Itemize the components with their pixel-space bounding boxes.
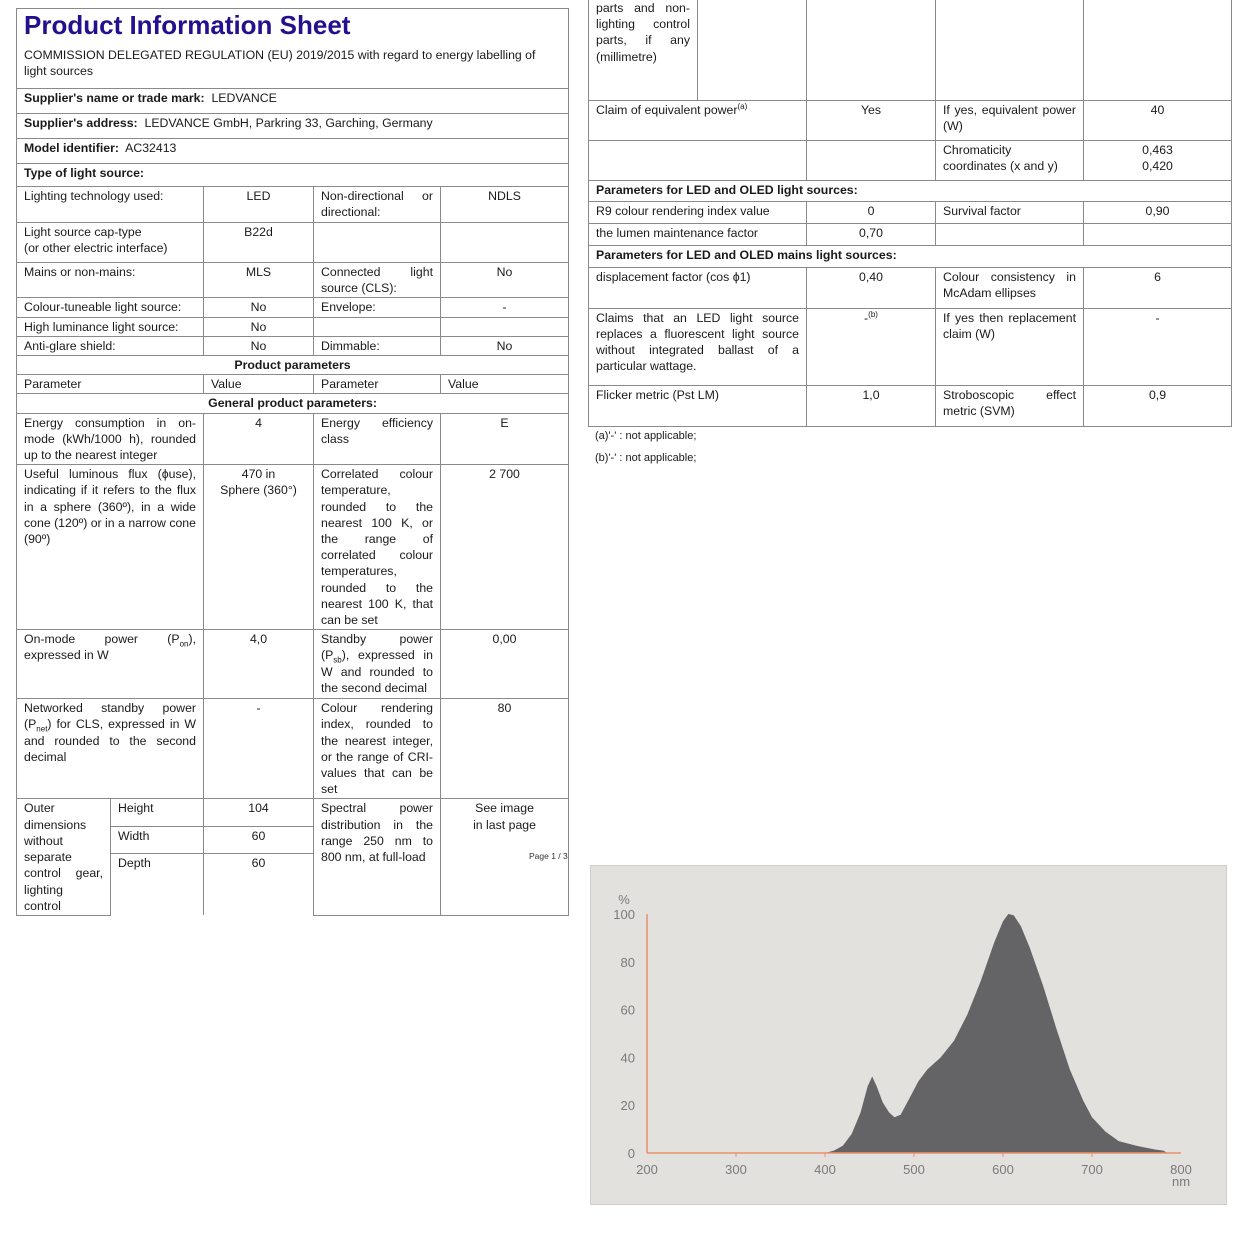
right-table-cell: parts and non-lighting control parts, if any (millimetre) — [589, 0, 698, 100]
left-table-row — [17, 465, 569, 630]
left-table-row — [17, 223, 569, 263]
right-table-row — [589, 385, 1232, 426]
chart-svg — [591, 866, 1226, 1204]
right-table-cell: 1,0 — [807, 385, 936, 426]
cell-text-segment: (a) — [737, 101, 748, 111]
left-table-cell: Value — [204, 375, 314, 394]
left-table-cell: Product parameters — [17, 356, 569, 375]
right-table-cell — [807, 308, 936, 385]
x-tick-label: 700 — [1081, 1162, 1103, 1177]
left-table-cell: Light source cap-type (or other electric interface) — [17, 223, 204, 263]
left-table-cell: - — [204, 699, 314, 799]
y-tick-label: 40 — [620, 1050, 635, 1066]
right-table-cell — [589, 100, 807, 140]
right-table-cell: Survival factor — [936, 201, 1084, 223]
left-table-cell: 60 — [204, 826, 314, 853]
right-table-cell: Flicker metric (Pst LM) — [589, 385, 807, 426]
left-table-row — [17, 298, 569, 317]
left-table-row — [17, 699, 569, 799]
right-table-row — [589, 245, 1232, 267]
left-table-row — [17, 89, 569, 114]
right-table-row — [589, 140, 1232, 180]
cell-text-segment: ), expressed in W — [24, 632, 200, 663]
right-table-cell: displacement factor (cos ϕ1) — [589, 267, 807, 308]
left-table-cell: General product parameters: — [17, 394, 569, 413]
left-table-cell: No — [204, 317, 314, 336]
left-table-cell: High luminance light source: — [17, 317, 204, 336]
left-table-cell: Useful luminous flux (ϕuse), indicating if it refers to the flux in a sphere (360º), in a wide cone (120º) or in a narrow cone (90º) — [17, 465, 204, 630]
left-table-row — [17, 356, 569, 375]
left-table-cell — [441, 317, 569, 336]
left-table-cell: See image in last page — [441, 799, 569, 915]
right-table-cell: Parameters for LED and OLED light sources: — [589, 180, 1232, 201]
right-table-cell — [1084, 0, 1232, 100]
right-table-cell: 0,9 — [1084, 385, 1232, 426]
left-table-cell: Anti-glare shield: — [17, 336, 204, 355]
page-number: Page 1 / 3 — [529, 851, 568, 861]
left-table-cell: Outer dimensions without separate control gear, lighting control — [17, 799, 111, 915]
left-table-row — [17, 630, 569, 699]
right-table-cell: Stroboscopic effect metric (SVM) — [936, 385, 1084, 426]
footnote-b: (b)'-' : not applicable; — [595, 452, 697, 464]
right-table-cell — [698, 0, 807, 100]
left-table-cell — [314, 317, 441, 336]
left-table-row — [17, 164, 569, 187]
right-table-cell — [589, 140, 807, 180]
left-table-row — [17, 336, 569, 355]
cell-text-segment: sb — [333, 655, 342, 665]
right-table-row — [589, 223, 1232, 245]
left-table-cell: 60 — [204, 853, 314, 915]
left-table-row — [17, 263, 569, 298]
left-table-cell: Parameter — [17, 375, 204, 394]
left-table-cell: Envelope: — [314, 298, 441, 317]
right-table-cell: If yes, equivalent power (W) — [936, 100, 1084, 140]
left-table-cell: 4,0 — [204, 630, 314, 699]
cell-text-segment: Supplier's address: — [24, 116, 138, 130]
x-tick-label: 800 — [1170, 1162, 1192, 1177]
left-table-cell: No — [441, 336, 569, 355]
right-table-cell: the lumen maintenance factor — [589, 223, 807, 245]
right-table-cell: Colour consistency in McAdam ellipses — [936, 267, 1084, 308]
left-table-row — [17, 375, 569, 394]
y-tick-label: 0 — [627, 1146, 635, 1161]
cell-text-segment: Networked standby power (P — [24, 701, 200, 732]
left-table-cell: 2 700 — [441, 465, 569, 630]
x-tick-label: 400 — [814, 1162, 836, 1177]
left-table-cell: No — [441, 263, 569, 298]
x-tick-label: 200 — [636, 1162, 658, 1177]
left-table-cell: 4 — [204, 413, 314, 465]
left-table-cell: Parameter — [314, 375, 441, 394]
left-table-cell: Energy efficiency class — [314, 413, 441, 465]
cell-text-segment: LEDVANCE — [204, 91, 277, 105]
right-table-cell: 0,90 — [1084, 201, 1232, 223]
right-table-cell — [807, 140, 936, 180]
left-table-cell: Type of light source: — [17, 164, 569, 187]
cell-text-segment: ), expressed in W and rounded to the second decimal — [321, 648, 437, 695]
right-table-cell: If yes then replacement claim (W) — [936, 308, 1084, 385]
product-info-table-right — [588, 0, 1232, 427]
x-tick-label: 300 — [725, 1162, 747, 1177]
right-table-cell: - — [1084, 308, 1232, 385]
left-table-cell — [17, 699, 204, 799]
cell-text-segment: Supplier's name or trade mark: — [24, 91, 205, 105]
left-table-cell — [17, 114, 569, 139]
left-table-cell: NDLS — [441, 187, 569, 223]
right-table-cell: 0,70 — [807, 223, 936, 245]
y-axis-label: % — [618, 892, 630, 907]
cell-text-segment: on — [179, 639, 189, 649]
right-table-cell: 0,463 0,420 — [1084, 140, 1232, 180]
right-table-row — [589, 180, 1232, 201]
left-table-cell: Spectral power distribution in the range 250 nm to 800 nm, at full-load — [314, 799, 441, 915]
y-tick-label: 80 — [620, 954, 635, 970]
right-table-row — [589, 267, 1232, 308]
regulation-subtitle: COMMISSION DELEGATED REGULATION (EU) 2019/2015 with regard to energy labelling of light sources — [24, 48, 536, 78]
spectrum-area — [807, 914, 1181, 1153]
left-table-cell: - — [441, 298, 569, 317]
right-table-cell: R9 colour rendering index value — [589, 201, 807, 223]
cell-text-segment: Standby power (P — [321, 632, 437, 663]
right-table-cell: 0 — [807, 201, 936, 223]
left-table-cell: 470 in Sphere (360°) — [204, 465, 314, 630]
left-table-cell: No — [204, 298, 314, 317]
cell-text-segment: (b) — [868, 309, 878, 319]
left-table-row — [17, 114, 569, 139]
left-table-cell: Dimmable: — [314, 336, 441, 355]
left-table-cell: Colour rendering index, rounded to the nearest integer, or the range of CRI-values that can be set — [314, 699, 441, 799]
right-table-row — [589, 201, 1232, 223]
left-table-cell: B22d — [204, 223, 314, 263]
left-table-cell: Non-directional or directional: — [314, 187, 441, 223]
spectral-distribution-chart — [590, 865, 1227, 1205]
x-tick-label: 600 — [992, 1162, 1014, 1177]
right-table-cell: 0,40 — [807, 267, 936, 308]
right-table-row — [589, 308, 1232, 385]
right-table-cell — [807, 0, 936, 100]
footnote-a: (a)'-' : not applicable; — [595, 430, 697, 442]
left-table-cell — [17, 630, 204, 699]
left-table-cell: 0,00 — [441, 630, 569, 699]
left-table-cell: Connected light source (CLS): — [314, 263, 441, 298]
left-table-cell: Energy consumption in on-mode (kWh/1000 h), rounded up to the nearest integer — [17, 413, 204, 465]
left-table-cell: Depth — [111, 853, 204, 915]
y-tick-label: 60 — [620, 1002, 635, 1018]
right-table-cell — [1084, 223, 1232, 245]
cell-text-segment: - — [864, 310, 869, 325]
left-table-cell — [17, 89, 569, 114]
cell-text-segment: ) for CLS, expressed in W and rounded to the second decimal — [24, 717, 200, 764]
left-table-cell: Width — [111, 826, 204, 853]
left-table-row — [17, 799, 569, 826]
right-table-cell: Yes — [807, 100, 936, 140]
right-table-cell: Chromaticity coordinates (x and y) — [936, 140, 1084, 180]
left-table-cell: Mains or non-mains: — [17, 263, 204, 298]
cell-text-segment: net — [36, 724, 48, 734]
right-table-row — [589, 0, 1232, 100]
left-table-cell: Correlated colour temperature, rounded to the nearest 100 K, or the range of correlated colour temperatures, rounded to the nearest 100 K, that can be set — [314, 465, 441, 630]
left-table-cell — [441, 223, 569, 263]
right-table-cell — [936, 223, 1084, 245]
left-table-cell: E — [441, 413, 569, 465]
left-table-row — [17, 139, 569, 164]
left-table-row — [17, 413, 569, 465]
left-table-cell — [314, 630, 441, 699]
cell-text-segment: On-mode power (P — [24, 632, 180, 647]
left-table-cell: 80 — [441, 699, 569, 799]
left-table-cell: No — [204, 336, 314, 355]
cell-text-segment: LEDVANCE GmbH, Parkring 33, Garching, Germany — [137, 116, 433, 130]
y-tick-label: 100 — [613, 907, 635, 922]
right-table-cell: 6 — [1084, 267, 1232, 308]
left-table-row — [17, 187, 569, 223]
left-table-cell: MLS — [204, 263, 314, 298]
left-table-cell: Lighting technology used: — [17, 187, 204, 223]
cell-text-segment: Claim of equivalent power — [596, 102, 738, 117]
product-info-table-left — [16, 8, 569, 916]
cell-text-segment: AC32413 — [118, 141, 177, 155]
cell-text-segment: Model identifier: — [24, 141, 119, 155]
y-tick-label: 20 — [620, 1098, 635, 1114]
left-table-cell: Height — [111, 799, 204, 826]
right-table-cell: Claims that an LED light source replaces a fluorescent light source without integrated ballast of a particular wattage. — [589, 308, 807, 385]
left-table-cell — [17, 139, 569, 164]
left-table-cell: LED — [204, 187, 314, 223]
left-table-cell — [314, 223, 441, 263]
right-table-cell — [936, 0, 1084, 100]
x-axis-label: nm — [1171, 1174, 1191, 1189]
left-table-row — [17, 394, 569, 413]
title-row — [17, 9, 569, 89]
right-table-row — [589, 100, 1232, 140]
page-title: Product Information Sheet — [24, 10, 351, 40]
right-table-cell: Parameters for LED and OLED mains light sources: — [589, 245, 1232, 267]
x-tick-label: 500 — [903, 1162, 925, 1177]
left-table-cell: 104 — [204, 799, 314, 826]
right-table-cell: 40 — [1084, 100, 1232, 140]
left-table-row — [17, 317, 569, 336]
left-table-cell: Value — [441, 375, 569, 394]
left-table-cell: Colour-tuneable light source: — [17, 298, 204, 317]
